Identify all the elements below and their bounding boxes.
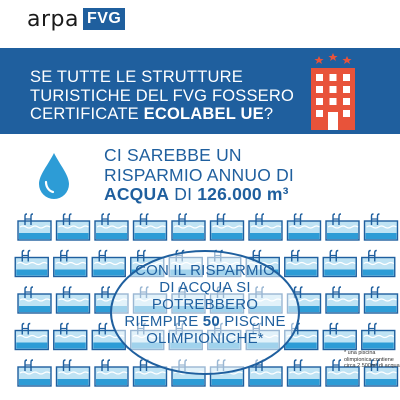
footnote-line-1: * una piscina (344, 350, 376, 356)
swimming-pool-icon (54, 324, 87, 350)
water-line-1: CI SAREBBE UN (104, 145, 242, 165)
banner-line-1: SE TUTTE LE STRUTTURE (30, 68, 243, 86)
acqua-word: ACQUA (104, 184, 170, 204)
logo-arpa-text: arpa (27, 6, 79, 32)
pools-line-4 (110, 313, 300, 330)
swimming-pool-icon (326, 287, 359, 313)
swimming-pool-icon (323, 324, 356, 350)
swimming-pool-icon (323, 251, 356, 277)
water-line-3 (104, 185, 294, 205)
swimming-pool-icon (288, 360, 321, 386)
pools-line-2: DI ACQUA SI (159, 279, 251, 296)
pools-line-1: CON IL RISPARMIO (135, 262, 275, 279)
water-volume-value: 126.000 m³ (197, 184, 289, 204)
pools-count: 50 (202, 313, 220, 330)
footnote-line-2: olimpionica contiene (344, 356, 394, 363)
pools-line-3: POTREBBERO (151, 296, 259, 313)
swimming-pool-icon (15, 324, 48, 350)
swimming-pool-icon (57, 287, 90, 313)
swimming-pool-icon (362, 251, 395, 277)
footnote-line-3: circa 2.500m³ di acqua (344, 363, 400, 369)
water-drop-icon (36, 151, 72, 201)
swimming-pool-icon (288, 214, 321, 240)
logo-fvg-badge: FVG (83, 8, 125, 30)
swimming-pool-icon (18, 360, 51, 386)
water-saving-statement (104, 146, 294, 205)
swimming-pool-icon (95, 214, 128, 240)
swimming-pool-icon (57, 214, 90, 240)
pools-line-5: OLIMPIONICHE* (146, 330, 264, 347)
banner-line-3 (30, 105, 294, 124)
banner-question (30, 68, 294, 124)
swimming-pool-icon (172, 214, 205, 240)
water-line-3-mid: DI (169, 184, 198, 204)
banner-line-3-prefix: CERTIFICATE (30, 105, 144, 123)
swimming-pool-icon (54, 251, 87, 277)
ecolabel-text: ECOLABEL UE (143, 105, 264, 123)
swimming-pool-icon (15, 251, 48, 277)
swimming-pool-icon (18, 287, 51, 313)
swimming-pool-icon (95, 360, 128, 386)
swimming-pool-icon (326, 214, 359, 240)
question-banner (0, 48, 400, 134)
arpa-fvg-logo (27, 6, 125, 32)
swimming-pool-icon (57, 360, 90, 386)
swimming-pool-icon (365, 214, 398, 240)
banner-line-3-suffix: ? (263, 105, 274, 123)
pools-line-4-prefix: RIEMPIRE (124, 313, 203, 330)
hotel-building-icon (303, 48, 363, 134)
footnote (344, 350, 400, 370)
swimming-pool-icon (249, 214, 282, 240)
swimming-pool-icon (211, 214, 244, 240)
swimming-pool-icon (365, 287, 398, 313)
pools-line-4-suffix: PISCINE (219, 313, 286, 330)
swimming-pool-icon (18, 214, 51, 240)
swimming-pool-icon (134, 214, 167, 240)
banner-line-2: TURISTICHE DEL FVG FOSSERO (30, 86, 295, 105)
pools-message (110, 262, 300, 347)
swimming-pool-icon (362, 324, 395, 350)
water-line-2: RISPARMIO ANNUO DI (104, 164, 294, 185)
